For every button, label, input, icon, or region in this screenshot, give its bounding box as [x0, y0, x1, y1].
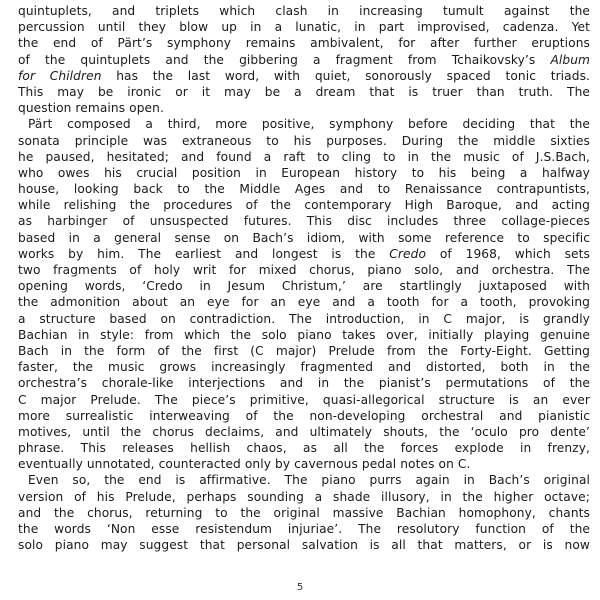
text-line: a structure based on contradiction. The introduction, in C major, is grandly [18, 311, 590, 326]
text-line: motives, until the chorus declaims, and ultimately shouts, the ‘oculo pro dente’ [18, 424, 590, 439]
text-line: quintuplets, and triplets which clash in increasing tumult against the [18, 4, 590, 18]
text-line [18, 52, 590, 68]
italic-title: Album [550, 52, 590, 67]
text-run: of 1968, which sets [426, 246, 590, 261]
text-line: percussion until they blow up in a lunatic, in part improvised, cadenza. Yet [18, 20, 590, 35]
text-line: the admonition about an eye for an eye and a tooth for a tooth, provoking [18, 295, 590, 310]
text-line [18, 246, 590, 262]
text-line: question remains open. [18, 101, 164, 116]
text-line: orchestra’s chorale-like interjections and in the pianist’s permutations of the [18, 376, 590, 391]
text-line: house, looking back to the Middle Ages and to Renaissance contrapuntists, [18, 182, 590, 197]
text-line: opening words, ‘Credo in Jesum Christum,’ are startlingly juxtaposed with [18, 279, 590, 294]
body-text [18, 3, 590, 553]
text-line: Bach in the form of the first (C major) Prelude from the Forty-Eight. Getting [18, 343, 590, 358]
page-number: 5 [296, 582, 304, 593]
text-line: version of his Prelude, perhaps sounding a shade illusory, in the higher octave; [18, 489, 590, 504]
text-line: eventually unnotated, counteracted only by cavernous pedal notes on C. [18, 457, 471, 472]
text-line: This may be ironic or it may be a dream that is truer than truth. The [18, 84, 590, 99]
text-line: while relishing the procedures of the contemporary High Baroque, and acting [18, 198, 590, 213]
text-line: phrase. This releases hellish chaos, as all the forces explode in frenzy, [18, 441, 590, 456]
text-line: he paused, hesitated; and found a raft to cling to in the music of J.S.Bach, [18, 149, 590, 164]
italic-title: Credo [389, 246, 427, 261]
text-line: more surrealistic interweaving of the non-developing orchestral and pianistic [18, 408, 590, 423]
text-line: Bachian in style: from which the solo piano takes over, initially playing genuine [18, 327, 590, 342]
text-line: the end of Pärt’s symphony remains ambivalent, for after further eruptions [18, 36, 590, 51]
text-run: works by him. The earliest and longest is the [18, 246, 390, 261]
italic-title: for Children [18, 68, 102, 83]
text-run: has the last word, with quiet, sonorously spaced tonic triads. [101, 68, 590, 83]
text-line: solo piano may suggest that personal salvation is all that matters, or is now [18, 538, 590, 553]
text-line: two fragments of holy writ for mixed chorus, piano solo, and orchestra. The [18, 263, 590, 277]
text-line: faster, the music grows increasingly fragmented and distorted, both in the [18, 360, 590, 375]
text-line: and the chorus, returning to the original massive Bachian homophony, chants [18, 505, 590, 520]
text-line: based in a general sense on Bach’s idiom, with some reference to specific [18, 230, 590, 245]
text-run: of the quintuplets and the gibbering a fragment from Tchaikovsky’s [18, 52, 551, 67]
text-line: C major Prelude. The piece’s primitive, quasi-allegorical structure is an ever [18, 392, 590, 407]
text-line: Even so, the end is affirmative. The piano purrs again in Bach’s original [28, 473, 590, 488]
text-line: as harbinger of unsuspected futures. This disc includes three collage-pieces [18, 214, 590, 229]
text-line [18, 68, 590, 84]
text-line: sonata principle was extraneous to his purposes. During the middle sixties [18, 133, 590, 148]
text-line: the words ‘Non esse resistendum injuriae’. The resolutory function of the [18, 522, 590, 536]
text-line: Pärt composed a third, more positive, symphony before deciding that the [28, 117, 590, 132]
text-line: who owes his crucial position in European history to his being a halfway [18, 165, 590, 180]
